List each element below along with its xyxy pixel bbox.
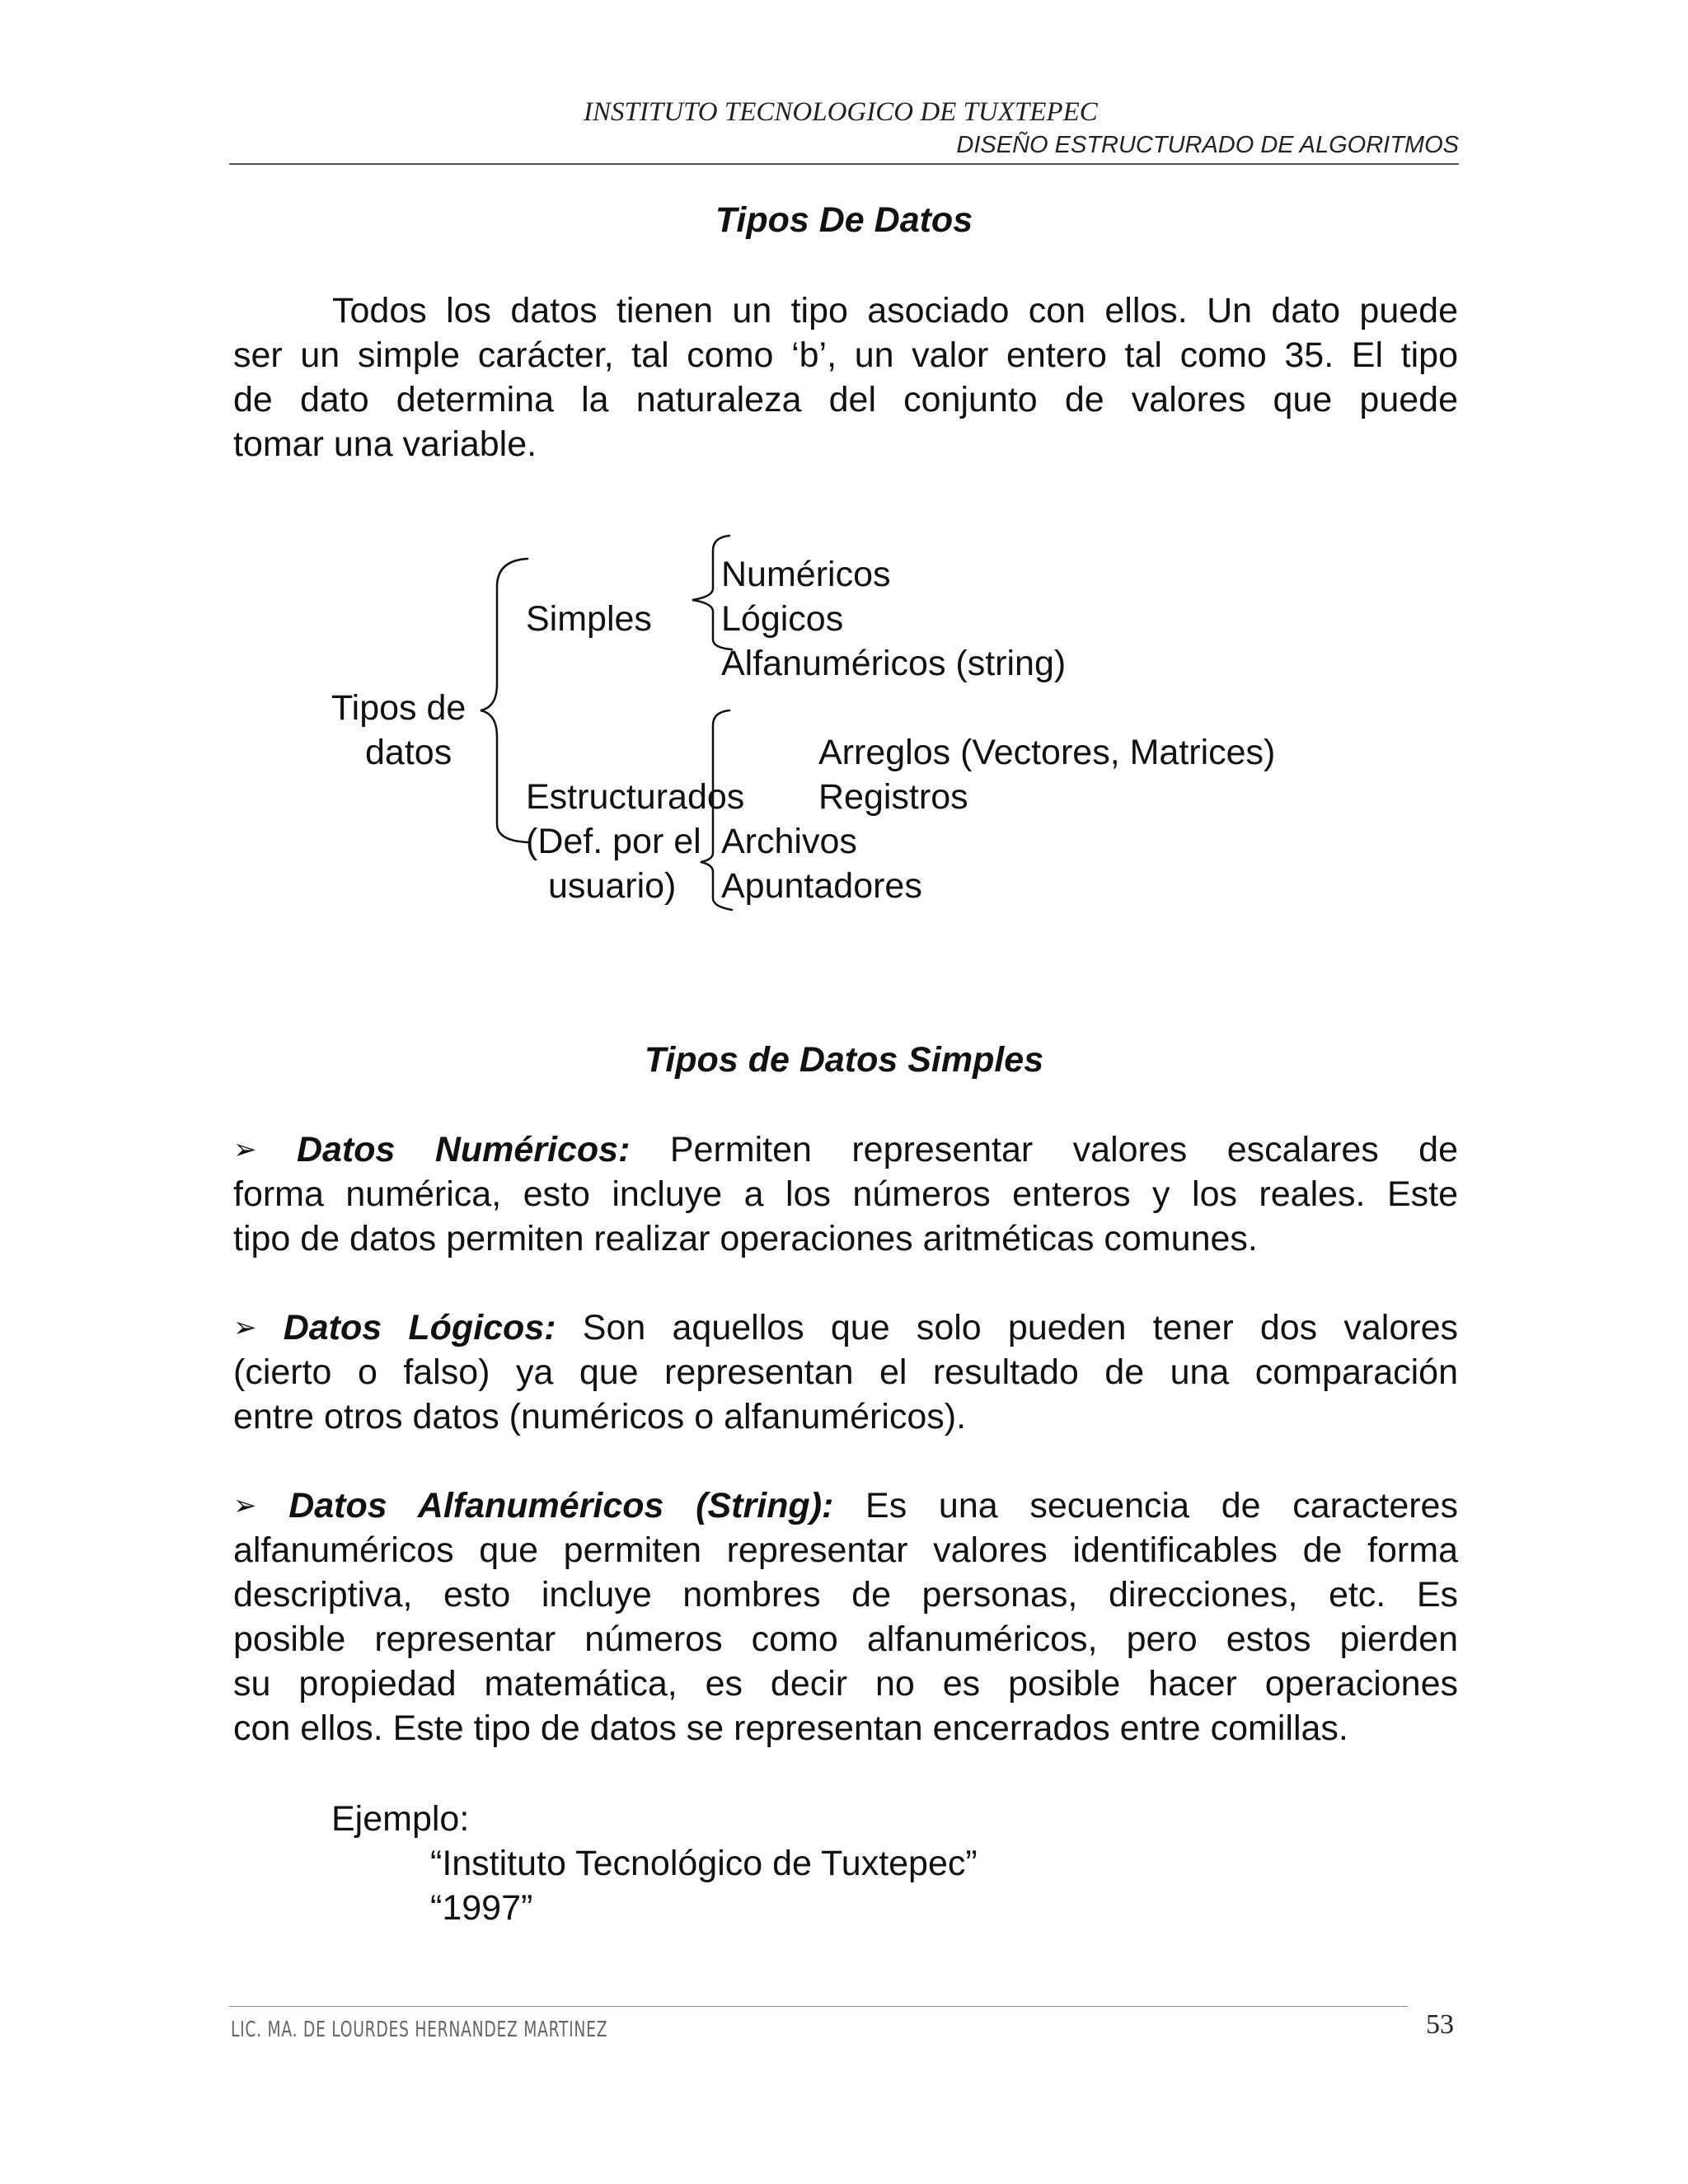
section-title-datos-simples: Tipos de Datos Simples — [644, 1040, 1044, 1080]
diagram-estructurados-line2: (Def. por el — [526, 822, 701, 861]
bullet-first-line — [233, 1305, 1458, 1350]
bullet-line: con ellos. Este tipo de datos se representan encerrados entre comillas. — [233, 1708, 1348, 1748]
diagram-estructurados-item: Arreglos (Vectores, Matrices) — [818, 733, 1276, 772]
intro-line: tomar una variable. — [233, 424, 537, 464]
header-institute: INSTITUTO TECNOLOGICO DE TUXTEPEC — [584, 97, 1098, 127]
bullet-arrow-icon: ➢ — [233, 1490, 257, 1521]
diagram-simples-item: Numéricos — [721, 555, 891, 594]
bullet-line: entre otros datos (numéricos o alfanuméricos). — [233, 1397, 967, 1436]
bullet-heading: Datos Alfanuméricos (String): — [288, 1486, 834, 1526]
diagram-simples-item: Alfanuméricos (string) — [721, 644, 1067, 683]
bullet-datos-numericos — [233, 1127, 1458, 1261]
bullet-first-line — [233, 1483, 1458, 1528]
bullet-first-line — [233, 1127, 1458, 1172]
diagram-estructurados-item: Apuntadores — [721, 866, 922, 906]
diagram-simples-item: Lógicos — [721, 599, 844, 639]
bullet-line: su propiedad matemática, es decir no es posible hacer operaciones — [233, 1664, 1458, 1704]
diagram-simples: Simples — [526, 599, 652, 639]
bullet-line: forma numérica, esto incluye a los números enteros y los reales. Este — [233, 1174, 1458, 1214]
bullet-text: Permiten representar valores escalares de — [669, 1130, 1458, 1169]
bullet-line: descriptiva, esto incluye nombres de personas, direcciones, etc. Es — [233, 1575, 1458, 1615]
example-label: Ejemplo: — [331, 1799, 470, 1839]
intro-line: ser un simple carácter, tal como ‘b’, un valor entero tal como 35. El tipo — [233, 335, 1458, 375]
example-item: “1997” — [430, 1888, 533, 1928]
bullet-text: Es una secuencia de caracteres — [865, 1486, 1458, 1526]
bullet-line: alfanuméricos que permiten representar valores identificables de forma — [233, 1530, 1458, 1570]
bullet-arrow-icon: ➢ — [233, 1312, 257, 1343]
diagram-root-line2: datos — [365, 733, 452, 772]
example-item: “Instituto Tecnológico de Tuxtepec” — [430, 1844, 978, 1883]
bullet-heading: Datos Lógicos: — [283, 1308, 556, 1347]
bullet-line: (cierto o falso) ya que representan el resultado de una comparación — [233, 1352, 1458, 1392]
diagram-root-line1: Tipos de — [331, 688, 467, 728]
diagram-estructurados-item: Registros — [818, 777, 968, 817]
header-course: DISEÑO ESTRUCTURADO DE ALGORITMOS — [956, 132, 1459, 158]
footer-author: LIC. MA. DE LOURDES HERNANDEZ MARTINEZ — [231, 2018, 608, 2042]
section-title-tipos-de-datos: Tipos De Datos — [715, 200, 973, 240]
bullet-arrow-icon: ➢ — [233, 1134, 257, 1165]
diagram-estructurados-item: Archivos — [721, 822, 857, 861]
intro-line: de dato determina la naturaleza del conjunto de valores que puede — [233, 380, 1458, 419]
page-number: 53 — [1426, 2009, 1454, 2040]
diagram-estructurados-line1: Estructurados — [526, 777, 745, 817]
intro-line: Todos los datos tienen un tipo asociado con ellos. Un dato puede — [332, 291, 1458, 330]
bullet-heading: Datos Numéricos: — [296, 1130, 631, 1169]
brace-main — [481, 559, 528, 842]
bullet-datos-alfanumericos — [233, 1483, 1458, 1750]
bullet-line: posible representar números como alfanuméricos, pero estos pierden — [233, 1619, 1458, 1659]
footer-rule — [229, 2006, 1408, 2007]
diagram-estructurados-line3: usuario) — [548, 866, 677, 906]
bullet-text: Son aquellos que solo pueden tener dos valores — [582, 1308, 1459, 1347]
bullet-datos-logicos — [233, 1305, 1458, 1439]
bullet-line: tipo de datos permiten realizar operaciones aritméticas comunes. — [233, 1219, 1258, 1258]
